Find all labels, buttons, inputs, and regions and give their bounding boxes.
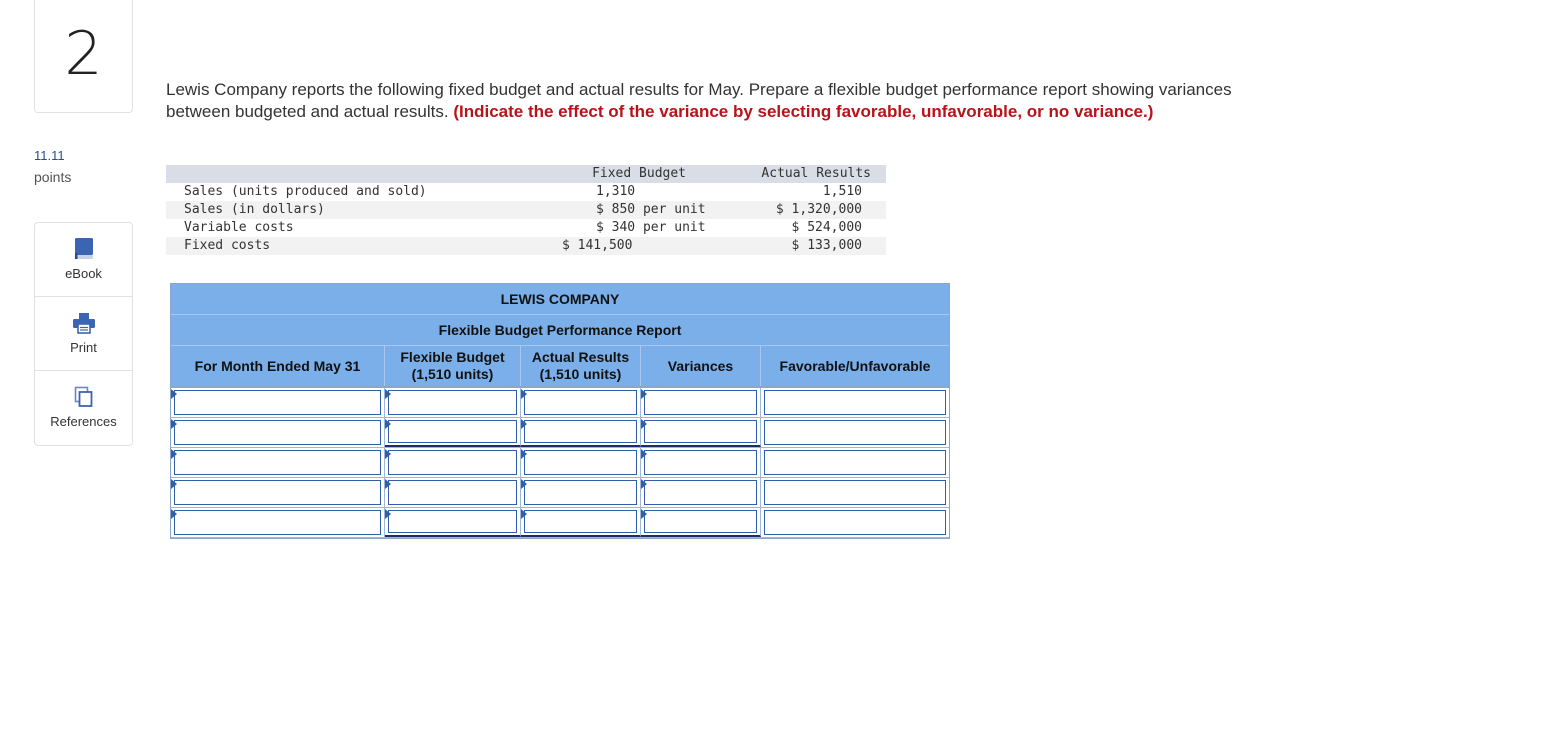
question-text — [166, 79, 1296, 122]
dropdown-marker-icon — [385, 419, 391, 429]
variance-input[interactable] — [644, 450, 757, 475]
report-company: LEWIS COMPANY — [171, 284, 949, 315]
report-cell — [641, 448, 761, 477]
question-number: 2 — [64, 19, 103, 89]
report-cell — [385, 388, 521, 417]
dropdown-marker-icon — [641, 509, 647, 519]
dropdown-marker-icon — [521, 389, 527, 399]
flexible-budget-input[interactable] — [388, 420, 517, 443]
given-row-label: Sales (in dollars) — [184, 202, 325, 217]
print-label: Print — [70, 340, 97, 355]
dropdown-marker-icon — [641, 449, 647, 459]
actual-results-input[interactable] — [524, 480, 637, 505]
actual-results-input[interactable] — [524, 450, 637, 475]
given-row-actual: 1,510 — [822, 184, 862, 199]
references-label: References — [50, 414, 117, 429]
dropdown-marker-icon — [385, 509, 391, 519]
fav-unfav-dropdown[interactable] — [764, 450, 946, 475]
fav-unfav-dropdown[interactable] — [764, 510, 946, 535]
question-text-main: Lewis Company reports the following fixed budget and actual results for May. Prepare a flexible budget performance report showing variances between budgeted and actual results. — [166, 80, 1232, 121]
actual-results-input[interactable] — [524, 390, 637, 415]
flexible-budget-input[interactable] — [388, 480, 517, 505]
account-dropdown[interactable] — [174, 390, 381, 415]
fav-unfav-dropdown[interactable] — [764, 420, 946, 445]
dropdown-marker-icon — [641, 389, 647, 399]
report-row — [171, 478, 949, 508]
dropdown-marker-icon — [641, 479, 647, 489]
book-icon — [74, 238, 94, 260]
printer-icon — [72, 312, 96, 334]
dropdown-marker-icon — [521, 419, 527, 429]
given-row-label: Sales (units produced and sold) — [184, 184, 427, 199]
actual-results-input[interactable] — [524, 510, 637, 533]
report-row — [171, 508, 949, 538]
report-cell — [761, 418, 949, 447]
report-cell — [521, 478, 641, 507]
ebook-button[interactable] — [35, 223, 132, 297]
references-icon — [74, 386, 94, 408]
report-cell — [641, 388, 761, 417]
report-cell — [385, 478, 521, 507]
variance-input[interactable] — [644, 480, 757, 505]
account-dropdown[interactable] — [174, 420, 381, 445]
report-cell — [385, 448, 521, 477]
flexible-budget-input[interactable] — [388, 390, 517, 415]
account-dropdown[interactable] — [174, 450, 381, 475]
variance-input[interactable] — [644, 420, 757, 443]
report-cell — [641, 418, 761, 447]
dropdown-marker-icon — [171, 479, 177, 489]
report-cell — [521, 508, 641, 537]
dropdown-marker-icon — [521, 479, 527, 489]
given-row-actual: $ 1,320,000 — [775, 202, 862, 217]
report-cell — [171, 508, 385, 537]
given-row — [166, 237, 886, 255]
question-instruction: (Indicate the effect of the variance by selecting favorable, unfavorable, or no variance.) — [453, 101, 1154, 121]
ebook-label: eBook — [65, 266, 102, 281]
report-cell — [171, 448, 385, 477]
actual-results-header: Actual Results (1,510 units) — [521, 346, 641, 386]
print-button[interactable] — [35, 297, 132, 371]
given-row-actual: $ 133,000 — [791, 238, 862, 253]
given-row-fixed: 1,310 — [596, 184, 636, 199]
dropdown-marker-icon — [641, 419, 647, 429]
given-row — [166, 201, 886, 219]
report-cell — [521, 448, 641, 477]
report-column-headers — [171, 346, 949, 388]
tools-panel — [34, 222, 133, 446]
given-row-actual: $ 524,000 — [791, 220, 862, 235]
report-rows — [171, 388, 949, 538]
references-button[interactable] — [35, 371, 132, 445]
report-cell — [171, 418, 385, 447]
points-value: 11.11 — [34, 148, 65, 163]
dropdown-marker-icon — [521, 509, 527, 519]
given-data-table — [166, 165, 886, 255]
fav-unfav-header: Favorable/Unfavorable — [779, 357, 931, 374]
report-row — [171, 388, 949, 418]
points-label: points — [34, 169, 72, 185]
given-row — [166, 183, 886, 201]
dropdown-marker-icon — [385, 449, 391, 459]
performance-report-table — [170, 283, 950, 539]
actual-results-header: Actual Results — [761, 166, 871, 181]
report-cell — [761, 388, 949, 417]
given-row-fixed: $ 340 per unit — [596, 220, 706, 235]
given-header-row — [166, 165, 886, 183]
period-header: For Month Ended May 31 — [171, 346, 385, 386]
fav-unfav-dropdown[interactable] — [764, 480, 946, 505]
given-row-fixed: $ 141,500 — [562, 238, 633, 253]
report-cell — [521, 418, 641, 447]
variance-input[interactable] — [644, 390, 757, 415]
report-cell — [171, 388, 385, 417]
dropdown-marker-icon — [171, 509, 177, 519]
report-row — [171, 418, 949, 448]
given-row-label: Variable costs — [184, 220, 294, 235]
given-row-fixed: $ 850 per unit — [596, 202, 706, 217]
report-cell — [641, 478, 761, 507]
given-row-label: Fixed costs — [184, 238, 271, 253]
dropdown-marker-icon — [171, 419, 177, 429]
report-cell — [385, 418, 521, 447]
account-dropdown[interactable] — [174, 510, 381, 535]
dropdown-marker-icon — [171, 389, 177, 399]
report-row — [171, 448, 949, 478]
account-dropdown[interactable] — [174, 480, 381, 505]
report-title: Flexible Budget Performance Report — [171, 315, 949, 346]
dropdown-marker-icon — [385, 479, 391, 489]
actual-results-input[interactable] — [524, 420, 637, 443]
variance-input[interactable] — [644, 510, 757, 533]
variances-header: Variances — [641, 346, 761, 386]
dropdown-marker-icon — [171, 449, 177, 459]
report-cell — [171, 478, 385, 507]
dropdown-marker-icon — [385, 389, 391, 399]
question-number-box — [34, 0, 133, 113]
flexible-budget-header: Flexible Budget (1,510 units) — [385, 346, 521, 386]
dropdown-marker-icon — [521, 449, 527, 459]
report-cell — [761, 478, 949, 507]
report-cell — [641, 508, 761, 537]
report-cell — [521, 388, 641, 417]
fixed-budget-header: Fixed Budget — [592, 166, 686, 181]
given-row — [166, 219, 886, 237]
fav-unfav-dropdown[interactable] — [764, 390, 946, 415]
report-cell — [385, 508, 521, 537]
flexible-budget-input[interactable] — [388, 510, 517, 533]
flexible-budget-input[interactable] — [388, 450, 517, 475]
report-cell — [761, 508, 949, 537]
report-cell — [761, 448, 949, 477]
